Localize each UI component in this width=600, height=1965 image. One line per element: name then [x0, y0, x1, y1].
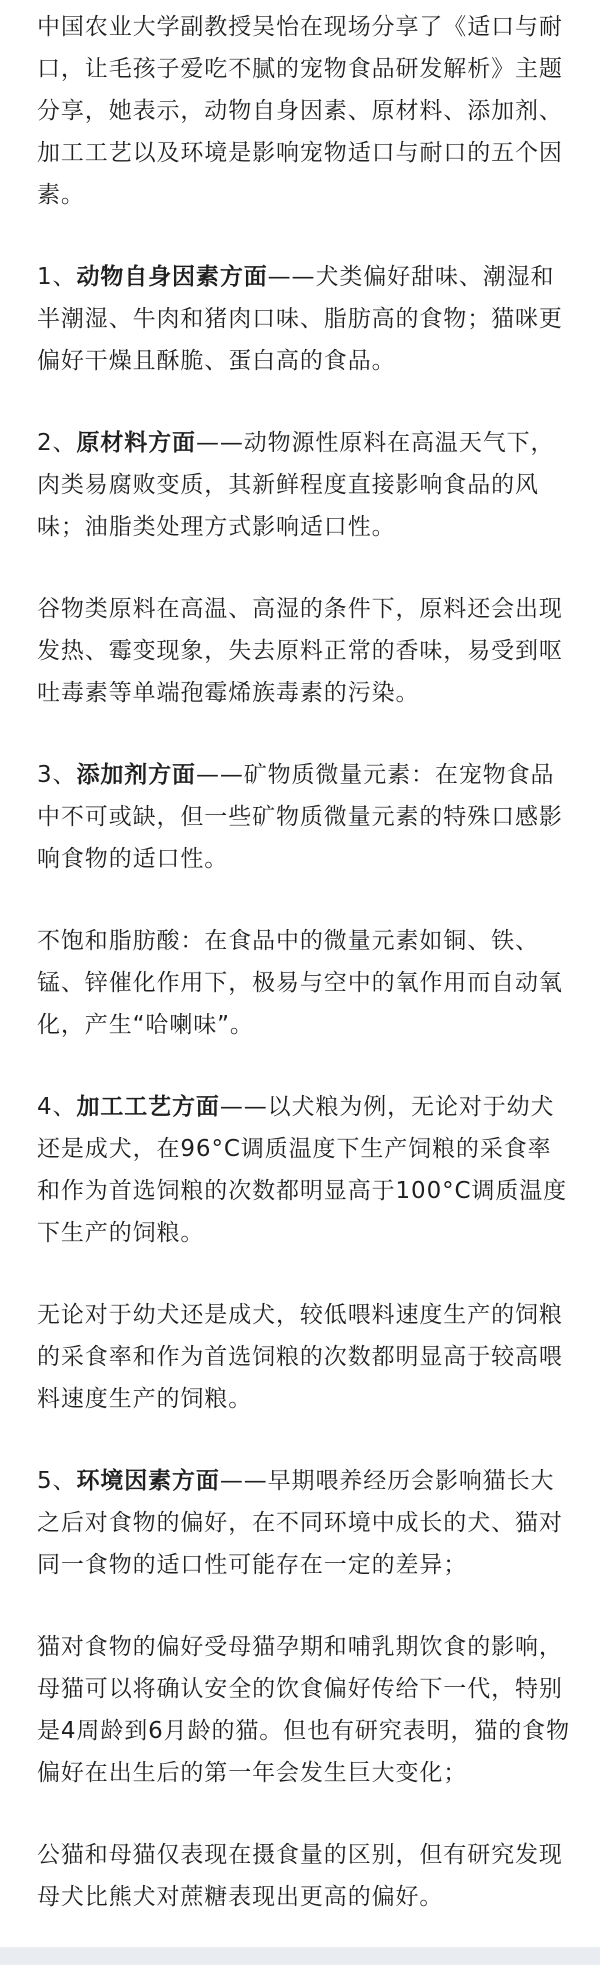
- bottom-divider-strip: [0, 1947, 600, 1965]
- section-number: 1、: [37, 264, 77, 290]
- section-1-paragraph: [37, 256, 572, 382]
- section-2-extra-paragraph: 谷物类原料在高温、高湿的条件下，原料还会出现发热、霉变现象，失去原料正常的香味，易受到呕吐毒素等单端孢霉烯族毒素的污染。: [37, 596, 563, 706]
- section-5-extra2-paragraph: 公猫和母猫仅表现在摄食量的区别，但有研究发现母犬比熊犬对蔗糖表现出更高的偏好。: [37, 1842, 563, 1910]
- section-text: ——早期喂养经历会影响猫长大之后对食物的偏好，在不同环境中成长的犬、猫对同一食物的适口性可能存在一定的差异；: [37, 1468, 563, 1578]
- section-text: ——以犬粮为例，无论对于幼犬还是成犬，在96°C调质温度下生产饲粮的采食率和作为首选饲粮的次数都明显高于100°C调质温度下生产的饲粮。: [37, 1094, 568, 1246]
- section-number: 5、: [37, 1468, 77, 1494]
- section-number: 4、: [37, 1094, 77, 1120]
- section-5-extra-paragraph: 猫对食物的偏好受母猫孕期和哺乳期饮食的影响，母猫可以将确认安全的饮食偏好传给下一代，特别是4周龄到6月龄的猫。但也有研究表明，猫的食物偏好在出生后的第一年会发生巨大变化；: [37, 1634, 570, 1786]
- section-2-paragraph: [37, 422, 572, 548]
- section-3-extra-paragraph: 不饱和脂肪酸：在食品中的微量元素如铜、铁、锰、锌催化作用下，极易与空中的氧作用而自动氧化，产生“哈喇味”。: [37, 928, 563, 1038]
- intro-paragraph: 中国农业大学副教授吴怡在现场分享了《适口与耐口，让毛孩子爱吃不腻的宠物食品研发解析》主题分享，她表示，动物自身因素、原材料、添加剂、加工工艺以及环境是影响宠物适口与耐口的五个因素。: [37, 14, 563, 208]
- section-text: ——动物源性原料在高温天气下，肉类易腐败变质，其新鲜程度直接影响食品的风味；油脂类处理方式影响适口性。: [37, 430, 555, 540]
- section-text: ——矿物质微量元素：在宠物食品中不可或缺，但一些矿物质微量元素的特殊口感影响食物的适口性。: [37, 762, 563, 872]
- section-number: 2、: [37, 430, 77, 456]
- section-number: 3、: [37, 762, 77, 788]
- section-3-paragraph: [37, 754, 572, 880]
- section-heading: 添加剂方面: [76, 762, 196, 788]
- section-heading: 加工工艺方面: [76, 1094, 220, 1120]
- section-4-paragraph: [37, 1086, 572, 1254]
- section-text: ——犬类偏好甜味、潮湿和半潮湿、牛肉和猪肉口味、脂肪高的食物；猫咪更偏好干燥且酥脆、蛋白高的食品。: [37, 264, 563, 374]
- section-heading: 动物自身因素方面: [76, 264, 268, 290]
- section-heading: 环境因素方面: [76, 1468, 220, 1494]
- section-heading: 原材料方面: [76, 430, 196, 456]
- section-5-paragraph: [37, 1460, 572, 1586]
- section-4-extra-paragraph: 无论对于幼犬还是成犬，较低喂料速度生产的饲粮的采食率和作为首选饲粮的次数都明显高于较高喂料速度生产的饲粮。: [37, 1302, 563, 1412]
